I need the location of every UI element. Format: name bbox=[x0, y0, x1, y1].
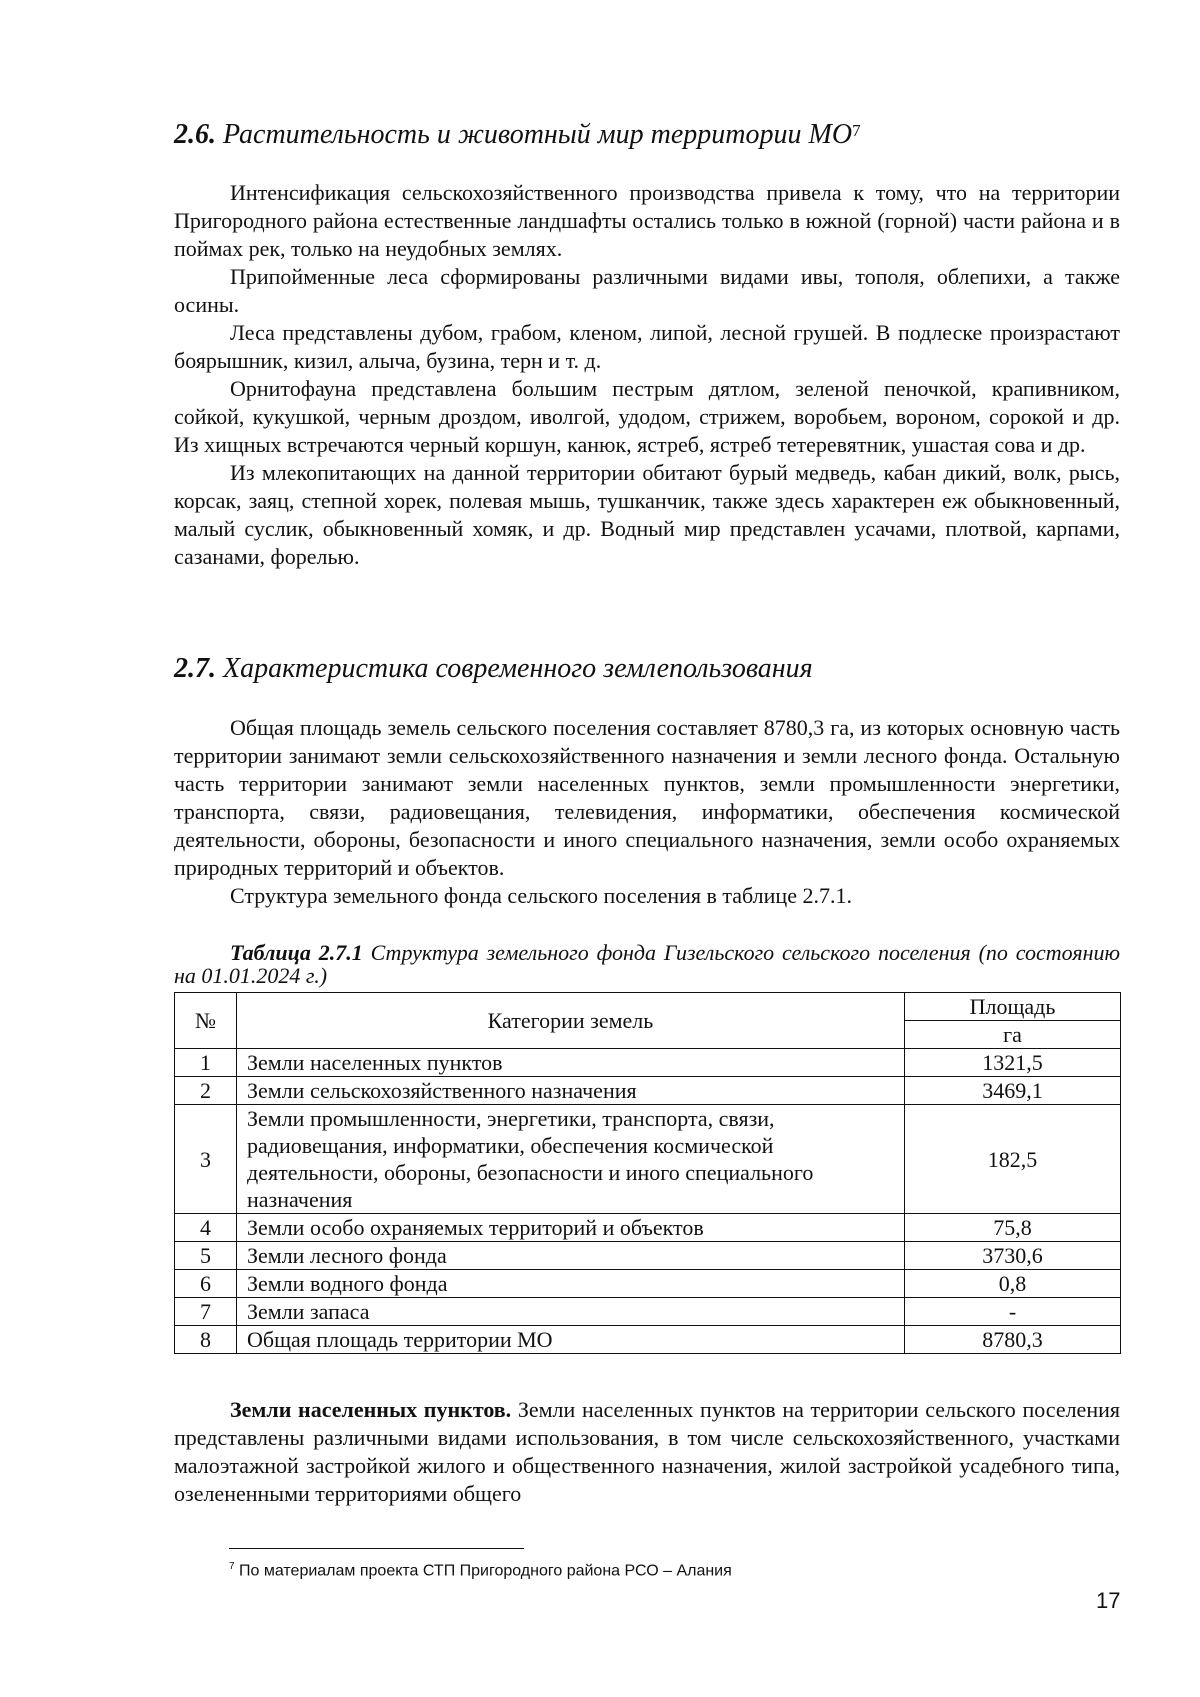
row-area: 1321,5 bbox=[905, 1049, 1121, 1077]
land-fund-table bbox=[174, 992, 1121, 1354]
table-caption bbox=[174, 941, 1120, 987]
section-body-2-6 bbox=[174, 179, 1120, 571]
section-number: 2.7. bbox=[174, 653, 216, 684]
paragraph: Структура земельного фонда сельского поселения в таблице 2.7.1. bbox=[230, 883, 852, 908]
paragraph: Общая площадь земель сельского поселения составляет 8780,3 га, из которых основную часть территории занимают земли сельскохозяйственного назначения и земли лесного фонда. Остальную часть территории занимают земли населенных пунктов, земли промышленности энергетики, транспорта, связи, радиовещания, телевидения, информатики, обеспечения космической деятельности, обороны, безопасности и иного специального назначения, земли особо охраняемых природных территорий и объектов. bbox=[174, 715, 1120, 880]
row-number: 3 bbox=[175, 1105, 237, 1214]
row-area: 0,8 bbox=[905, 1270, 1121, 1298]
row-category: Земли лесного фонда bbox=[237, 1242, 905, 1270]
table-caption-label: Таблица 2.7.1 bbox=[230, 940, 363, 965]
row-area: 3730,6 bbox=[905, 1242, 1121, 1270]
table-row bbox=[175, 1214, 1121, 1242]
row-number: 8 bbox=[175, 1326, 237, 1354]
row-number: 1 bbox=[175, 1049, 237, 1077]
settlements-section bbox=[174, 1396, 1120, 1508]
row-category: Земли водного фонда bbox=[237, 1270, 905, 1298]
section-number: 2.6. bbox=[174, 119, 216, 150]
row-area: 75,8 bbox=[905, 1214, 1121, 1242]
row-category: Земли запаса bbox=[237, 1298, 905, 1326]
footnote-marker: 7 bbox=[229, 1561, 235, 1572]
row-category: Земли промышленности, энергетики, транспорта, связи, радиовещания, информатики, обеспечения космической деятельности, обороны, безопасности и иного специального назначения bbox=[237, 1105, 905, 1214]
row-category: Общая площадь территории МО bbox=[237, 1326, 905, 1354]
footnote-text: По материалам проекта СТП Пригородного района РСО – Алания bbox=[234, 1562, 732, 1580]
row-area: 8780,3 bbox=[905, 1326, 1121, 1354]
section-title: Характеристика современного землепользования bbox=[216, 653, 813, 684]
row-area: - bbox=[905, 1298, 1121, 1326]
table-row bbox=[175, 1077, 1121, 1105]
table-caption-text: Структура земельного фонда Гизельского сельского поселения (по состоянию на 01.01.2024 г.) bbox=[174, 940, 1120, 988]
header-area: Площадь bbox=[905, 993, 1121, 1021]
row-category: Земли особо охраняемых территорий и объектов bbox=[237, 1214, 905, 1242]
table-row bbox=[175, 1270, 1121, 1298]
header-number: № bbox=[175, 993, 237, 1049]
row-number: 4 bbox=[175, 1214, 237, 1242]
paragraph: Орнитофауна представлена большим пестрым дятлом, зеленой пеночкой, крапивником, сойкой, кукушкой, черным дроздом, иволгой, удодом, стрижем, воробьем, вороном, сорокой и др. Из хищных встречаются черный коршун, канюк, ястреб, ястреб тетеревятник, ушастая сова и др. bbox=[174, 376, 1120, 457]
row-category: Земли сельскохозяйственного назначения bbox=[237, 1077, 905, 1105]
header-category: Категории земель bbox=[237, 993, 905, 1049]
paragraph bbox=[174, 1396, 1120, 1508]
table-header-row bbox=[175, 993, 1121, 1021]
row-number: 5 bbox=[175, 1242, 237, 1270]
page-number: 17 bbox=[1096, 1588, 1121, 1613]
header-unit: га bbox=[905, 1021, 1121, 1049]
section-title: Растительность и животный мир территории МО bbox=[216, 119, 853, 150]
section-body-2-7 bbox=[174, 714, 1120, 910]
row-area: 182,5 bbox=[905, 1105, 1121, 1214]
paragraph: Из млекопитающих на данной территории обитают бурый медведь, кабан дикий, волк, рысь, корсак, заяц, степной хорек, полевая мышь, тушканчик, также здесь характерен еж обыкновенный, малый суслик, обыкновенный хомяк, и др. Водный мир представлен усачами, плотвой, карпами, сазанами, форелью. bbox=[174, 460, 1120, 569]
table-row bbox=[175, 1298, 1121, 1326]
paragraph: Леса представлены дубом, грабом, кленом, липой, лесной грушей. В подлеске произрастают боярышник, кизил, алыча, бузина, терн и т. д. bbox=[174, 320, 1120, 373]
land-fund-table-wrapper bbox=[174, 992, 1120, 1354]
paragraph: Припойменные леса сформированы различными видами ивы, тополя, облепихи, а также осины. bbox=[174, 264, 1120, 317]
row-number: 2 bbox=[175, 1077, 237, 1105]
section-heading-2-7 bbox=[174, 652, 1120, 686]
row-category: Земли населенных пунктов bbox=[237, 1049, 905, 1077]
table-row bbox=[175, 1105, 1121, 1214]
row-number: 6 bbox=[175, 1270, 237, 1298]
row-number: 7 bbox=[175, 1298, 237, 1326]
paragraph: Интенсификация сельскохозяйственного производства привела к тому, что на территории Пригородного района естественные ландшафты остались только в южной (горной) части района и в поймах рек, только на неудобных землях. bbox=[174, 180, 1120, 261]
footnote bbox=[229, 1557, 732, 1581]
row-area: 3469,1 bbox=[905, 1077, 1121, 1105]
table-row bbox=[175, 1049, 1121, 1077]
footnote-reference: 7 bbox=[852, 121, 861, 140]
paragraph-lead: Земли населенных пунктов. bbox=[230, 1397, 512, 1422]
table-row bbox=[175, 1242, 1121, 1270]
table-row bbox=[175, 1326, 1121, 1354]
section-heading-2-6 bbox=[174, 118, 1120, 152]
footnote-divider bbox=[229, 1548, 524, 1549]
paragraph-text: Земли населенных пунктов на территории сельского поселения представлены различными видами использования, в том числе сельскохозяйственного, участками малоэтажной застройкой жилого и общественного назначения, жилой застройкой усадебного типа, озелененными территориями общего bbox=[174, 1397, 1120, 1506]
